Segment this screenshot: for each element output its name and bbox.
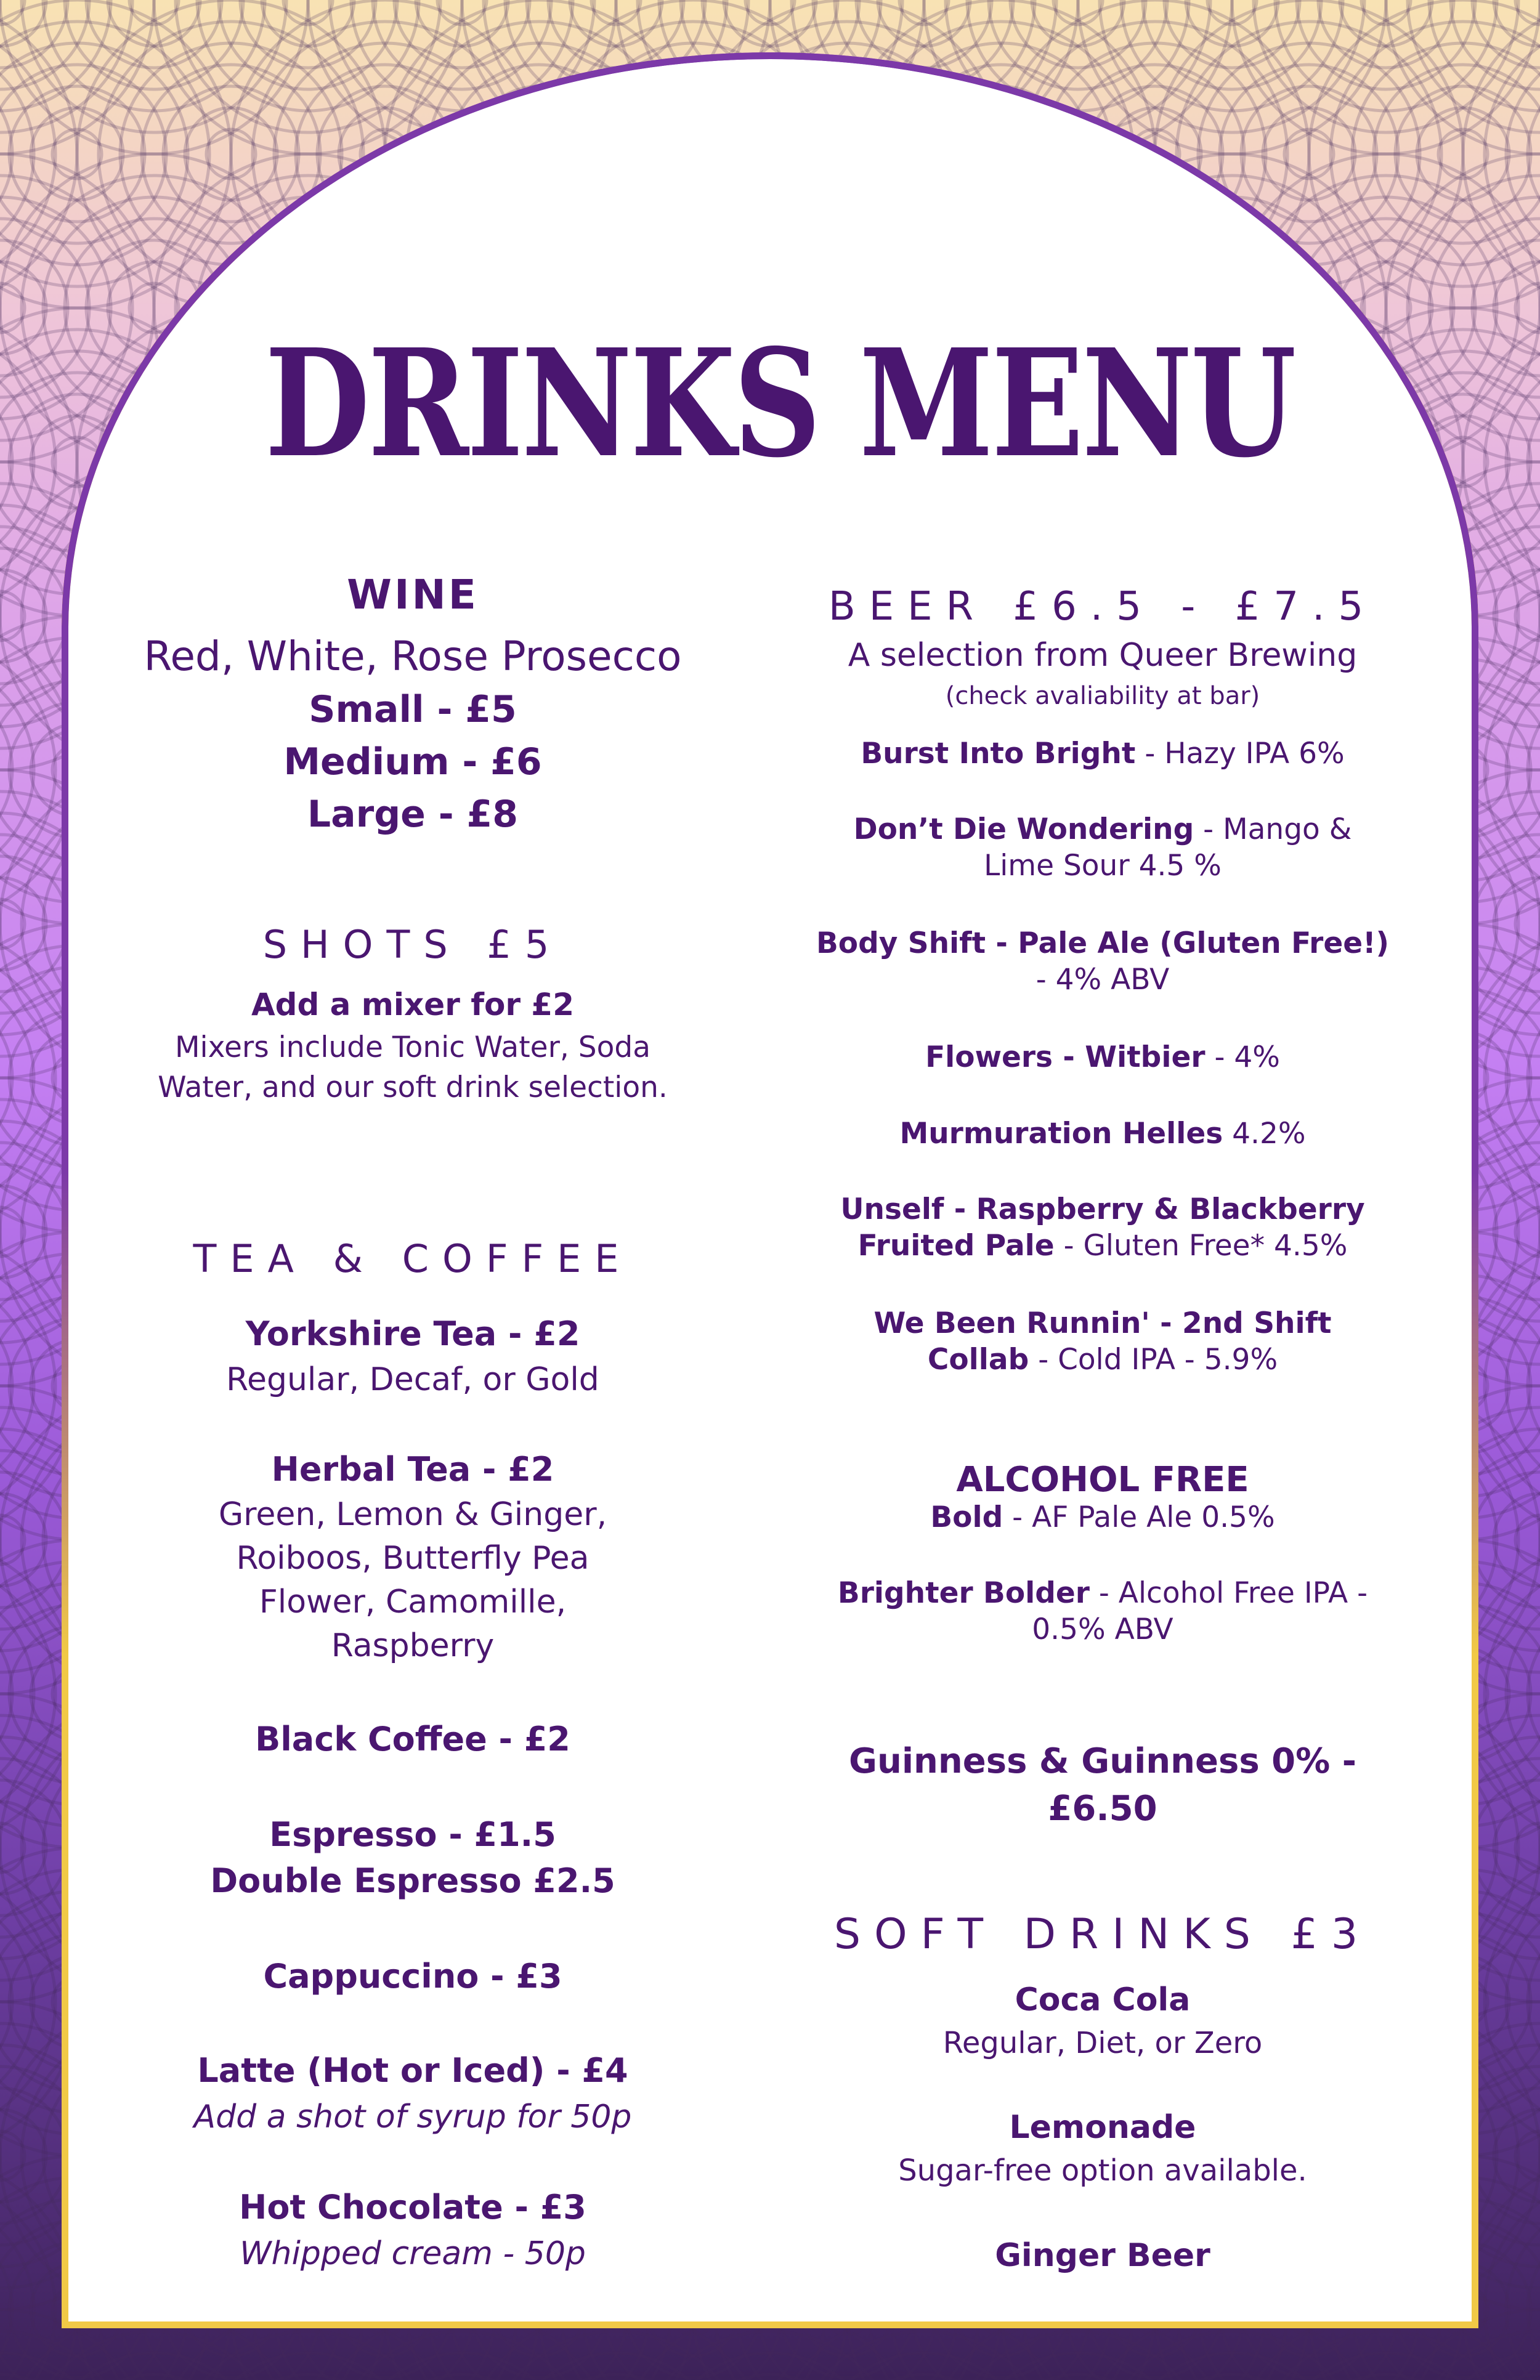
lemonade-name: Lemonade bbox=[1009, 2109, 1196, 2146]
guinness-line1: Guinness & Guinness 0% - bbox=[849, 1741, 1356, 1781]
beer-item-name: We Been Runnin' - 2nd Shift bbox=[873, 1306, 1332, 1340]
beer-item-name: Flowers - Witbier bbox=[925, 1040, 1206, 1074]
beer-item-name: Burst Into Bright bbox=[861, 737, 1136, 771]
wine-size-large: Large - £8 bbox=[307, 793, 519, 836]
beer-item-name: Unself - Raspberry & Blackberry bbox=[840, 1192, 1365, 1226]
beer-item-6 bbox=[795, 1192, 1411, 1265]
menu-title: DRINKS MENU bbox=[265, 317, 1295, 490]
shots-mixer: Add a mixer for £2 bbox=[251, 987, 575, 1022]
ginger-beer: Ginger Beer bbox=[995, 2237, 1210, 2274]
guinness-line2: £6.50 bbox=[1048, 1789, 1157, 1829]
beer-subtitle: A selection from Queer Brewing bbox=[848, 637, 1358, 674]
soft-drinks-heading: SOFT DRINKS £3 bbox=[833, 1910, 1372, 1959]
beer-item-name: Collab bbox=[927, 1342, 1029, 1377]
af-item-detail: - Alcohol Free IPA - bbox=[1089, 1576, 1368, 1610]
beer-item-detail: Lime Sour 4.5 % bbox=[984, 848, 1222, 883]
beer-item-3 bbox=[795, 926, 1411, 998]
espresso: Espresso - £1.5 bbox=[269, 1815, 556, 1854]
beer-item-detail: - Hazy IPA 6% bbox=[1135, 737, 1345, 771]
wine-heading: WINE bbox=[347, 571, 479, 618]
beer-note: (check avaliability at bar) bbox=[945, 682, 1260, 710]
beer-item-name: Fruited Pale bbox=[857, 1228, 1055, 1263]
yorkshire-tea-desc: Regular, Decaf, or Gold bbox=[226, 1361, 599, 1398]
herbal-tea-name: Herbal Tea - £2 bbox=[271, 1450, 554, 1489]
af-item-name: Brighter Bolder bbox=[837, 1576, 1090, 1610]
beer-item-7 bbox=[795, 1306, 1411, 1378]
shots-desc-line1: Mixers include Tonic Water, Soda bbox=[174, 1030, 650, 1064]
cappuccino: Cappuccino - £3 bbox=[263, 1957, 562, 1996]
latte-note: Add a shot of syrup for 50p bbox=[193, 2099, 632, 2135]
wine-description: Red, White, Rose Prosecco bbox=[144, 633, 682, 680]
beer-item-5 bbox=[795, 1116, 1411, 1152]
wine-size-small: Small - £5 bbox=[309, 688, 517, 731]
wine-size-medium: Medium - £6 bbox=[283, 740, 542, 783]
beer-item-2 bbox=[795, 812, 1411, 884]
herbal-tea-line3: Flower, Camomille, bbox=[259, 1584, 567, 1621]
beer-item-1 bbox=[795, 736, 1411, 772]
beer-item-detail: - Mango & bbox=[1194, 812, 1352, 846]
herbal-tea-line1: Green, Lemon & Ginger, bbox=[218, 1496, 607, 1533]
hot-chocolate-note: Whipped cream - 50p bbox=[240, 2235, 586, 2272]
af-item-name: Bold bbox=[930, 1500, 1003, 1534]
coca-cola-name: Coca Cola bbox=[1015, 1981, 1191, 2018]
af-item-detail: 0.5% ABV bbox=[1032, 1612, 1173, 1646]
alcohol-free-heading: ALCOHOL FREE bbox=[956, 1460, 1249, 1500]
beer-item-name: Don’t Die Wondering bbox=[853, 812, 1194, 846]
lemonade-desc: Sugar-free option available. bbox=[898, 2153, 1307, 2188]
shots-heading: SHOTS £5 bbox=[262, 922, 563, 967]
double-espresso: Double Espresso £2.5 bbox=[210, 1861, 615, 1900]
beer-item-name: Body Shift - Pale Ale (Gluten Free!) bbox=[816, 926, 1390, 960]
af-item-1 bbox=[795, 1500, 1411, 1536]
hot-chocolate-name: Hot Chocolate - £3 bbox=[239, 2188, 586, 2227]
beer-item-detail: - 4% ABV bbox=[1035, 962, 1170, 997]
tea-coffee-heading: TEA & COFFEE bbox=[193, 1236, 633, 1281]
shots-desc-line2: Water, and our soft drink selection. bbox=[158, 1071, 668, 1104]
yorkshire-tea-name: Yorkshire Tea - £2 bbox=[245, 1314, 580, 1353]
black-coffee: Black Coffee - £2 bbox=[255, 1720, 570, 1759]
latte-name: Latte (Hot or Iced) - £4 bbox=[197, 2051, 628, 2090]
beer-heading: BEER £6.5 - £7.5 bbox=[828, 584, 1377, 629]
herbal-tea-line4: Raspberry bbox=[331, 1627, 495, 1664]
beer-item-detail: 4.2% bbox=[1223, 1117, 1306, 1151]
beer-item-detail: - 4% bbox=[1205, 1040, 1280, 1074]
af-item-2 bbox=[795, 1576, 1411, 1648]
coca-cola-desc: Regular, Diet, or Zero bbox=[942, 2026, 1263, 2060]
beer-item-name: Murmuration Helles bbox=[899, 1117, 1223, 1151]
af-item-detail: - AF Pale Ale 0.5% bbox=[1003, 1500, 1275, 1534]
beer-item-4 bbox=[795, 1040, 1411, 1076]
herbal-tea-line2: Roiboos, Butterfly Pea bbox=[236, 1540, 590, 1577]
beer-item-detail: - Gluten Free* 4.5% bbox=[1054, 1228, 1348, 1263]
beer-item-detail: - Cold IPA - 5.9% bbox=[1029, 1342, 1278, 1377]
